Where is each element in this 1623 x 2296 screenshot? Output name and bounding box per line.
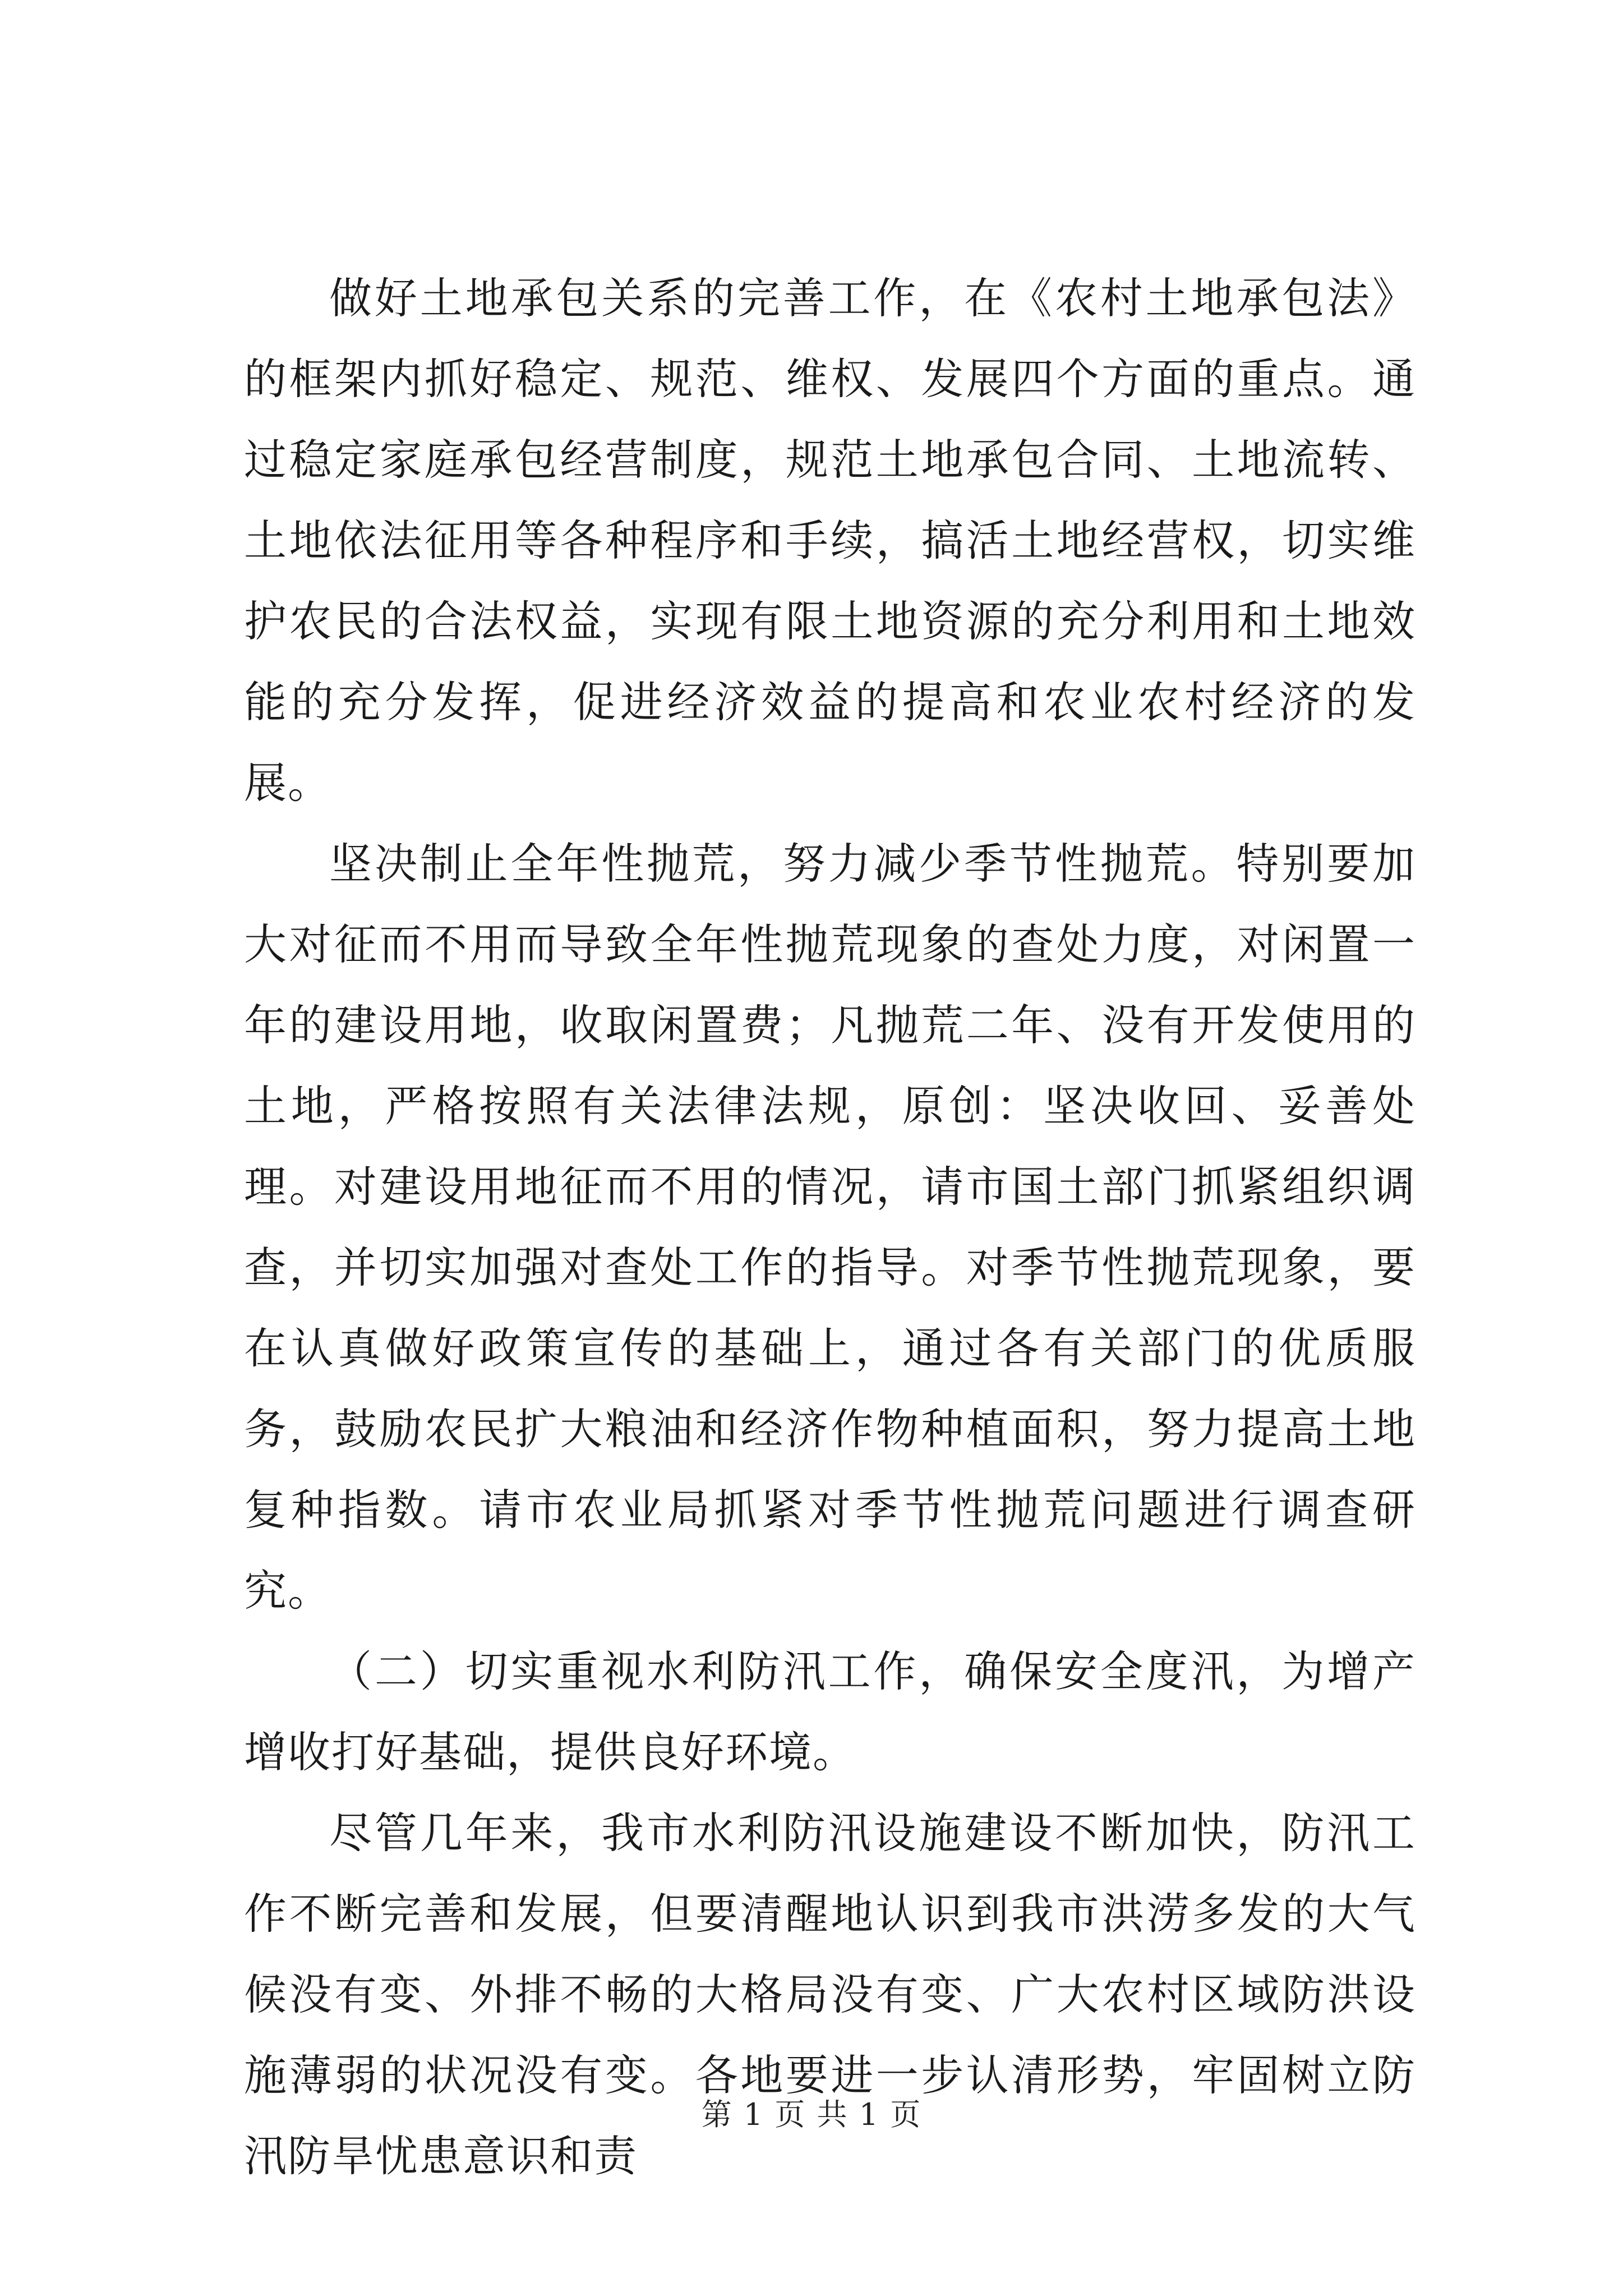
body-text: [244, 258, 1416, 2197]
paragraph-section-heading-water: （二）切实重视水利防汛工作，确保安全度汛，为增产增收打好基础，提供良好环境。: [244, 1646, 1416, 1777]
paragraph-flood-control: 尽管几年来，我市水利防汛设施建设不断加快，防汛工作不断完善和发展，但要清醒地认识到我市洪涝多发的大气候没有变、外排不畅的大格局没有变、广大农村区域防洪设施薄弱的状况没有变。各地要进一步认清形势，牢固树立防汛防旱忧患意识和责: [244, 1808, 1416, 2181]
paragraph-abandoned-land: 坚决制止全年性抛荒，努力减少季节性抛荒。特别要加大对征而不用而导致全年性抛荒现象的查处力度，对闲置一年的建设用地，收取闲置费；凡抛荒二年、没有开发使用的土地，严格按照有关法律法规，原创：坚决收回、妥善处理。对建设用地征而不用的情况，请市国土部门抓紧组织调查，并切实加强对查处工作的指导。对季节性抛荒现象，要在认真做好政策宣传的基础上，通过各有关部门的优质服务，鼓励农民扩大粮油和经济作物种植面积，努力提高土地复种指数。请市农业局抓紧对季节性抛荒问题进行调查研究。: [244, 839, 1416, 1616]
page-number-footer: 第 1 页 共 1 页: [701, 2097, 922, 2132]
paragraph-land-contract: 做好土地承包关系的完善工作，在《农村土地承包法》的框架内抓好稳定、规范、维权、发展四个方面的重点。通过稳定家庭承包经营制度，规范土地承包合同、土地流转、土地依法征用等各种程序和手续，搞活土地经营权，切实维护农民的合法权益，实现有限土地资源的充分利用和土地效能的充分发挥，促进经济效益的提高和农业农村经济的发展。: [244, 273, 1416, 808]
